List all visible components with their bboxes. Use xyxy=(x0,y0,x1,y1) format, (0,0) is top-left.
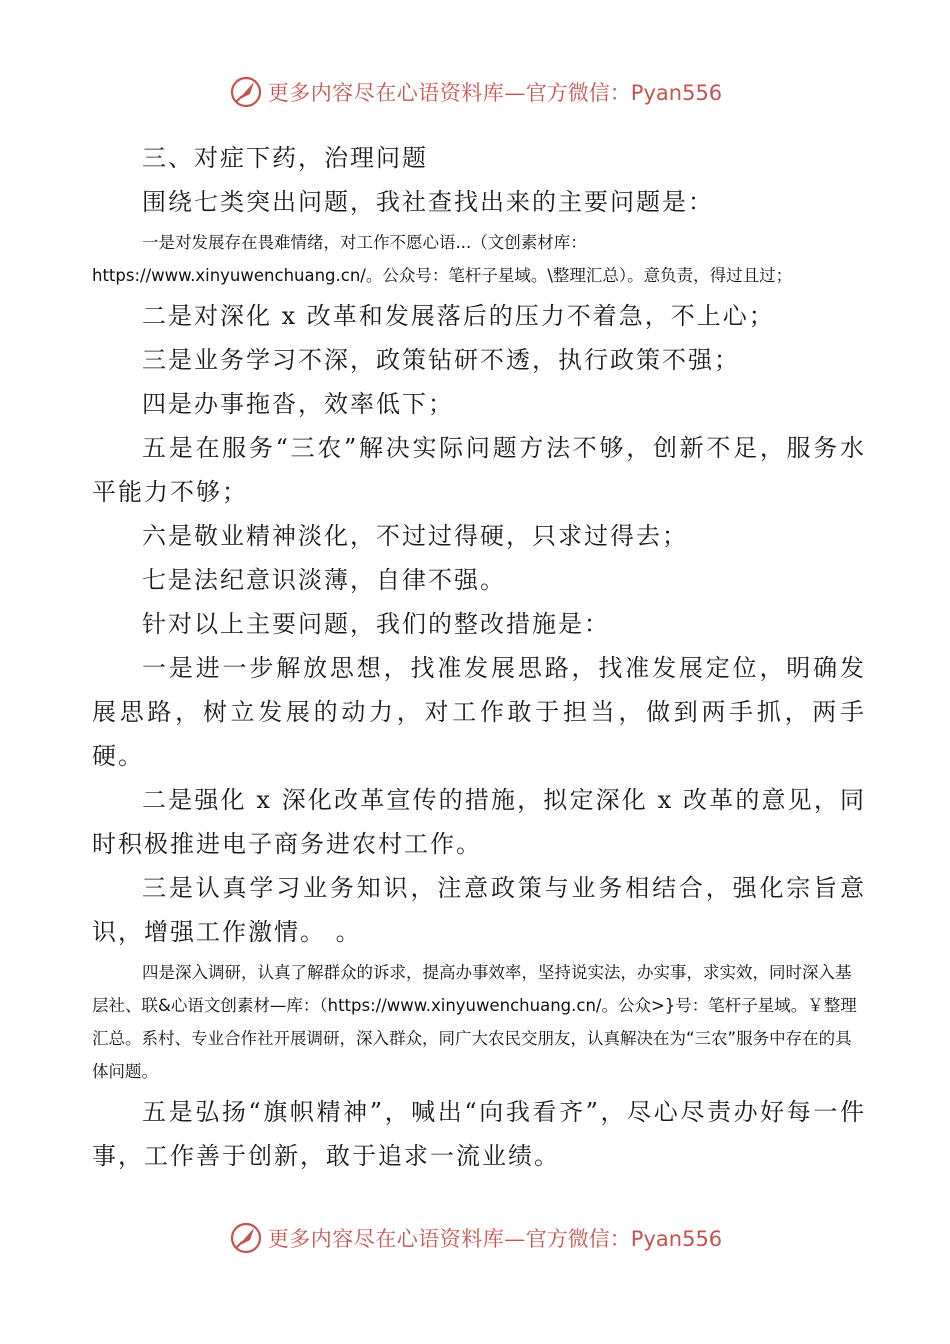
footer-banner xyxy=(0,1218,950,1258)
paragraph: 三是认真学习业务知识，注意政策与业务相结合，强化宗旨意识，增强工作激情。 。 xyxy=(92,874,866,946)
paragraph: 二是对深化 x 改革和发展落后的压力不着急，不上心； xyxy=(142,302,775,330)
paragraph: 七是法纪意识淡薄，自律不强。 xyxy=(142,566,506,594)
paragraph-small: 四是深入调研，认真了解群众的诉求，提高办事效率，坚持说实法，办实事，求实效，同时深入基层社、联&心语文创素材—库：（https://www.xinyuwenchuang.cn/。公众>}号：笔杆子星域。￥整理汇总。系村、专业合作社开展调研，深入群众，同广大农民交朋友，认真解决在为“三农”服务中存在的具体问题。 xyxy=(92,963,857,1081)
header-banner-contact: 官方微信：Pyan556 xyxy=(525,81,723,105)
document-body xyxy=(92,136,866,1178)
paragraph-small: 一是对发展存在畏难情绪，对工作不愿心语...（文创素材库：https://www.xinyuwenchuang.cn/。公众号：笔杆子星域。\整理汇总）。意负责，得过且过； xyxy=(92,233,793,285)
footer-banner-text: 更多内容尽在心语资料库— xyxy=(267,1227,526,1251)
section-heading: 三、对症下药，治理问题 xyxy=(142,144,428,172)
paragraph: 围绕七类突出问题，我社查找出来的主要问题是： xyxy=(142,188,714,216)
paragraph: 一是进一步解放思想，找准发展思路，找准发展定位，明确发展思路，树立发展的动力，对工作敢于担当，做到两手抓，两手硬。 xyxy=(92,654,866,770)
header-banner-text: 更多内容尽在心语资料库— xyxy=(267,81,526,105)
paragraph: 针对以上主要问题，我们的整改措施是： xyxy=(142,610,610,638)
paragraph: 六是敬业精神淡化，不过过得硬，只求过得去； xyxy=(142,522,688,550)
paragraph: 五是在服务“三农”解决实际问题方法不够，创新不足，服务水平能力不够； xyxy=(92,434,866,506)
footer-banner-contact: 官方微信：Pyan556 xyxy=(525,1227,723,1251)
paragraph: 三是业务学习不深，政策钻研不透，执行政策不强； xyxy=(142,346,740,374)
paragraph: 四是办事拖沓，效率低下； xyxy=(142,390,454,418)
quill-logo-icon xyxy=(228,1220,264,1256)
paragraph: 五是弘扬“旗帜精神”，喊出“向我看齐”，尽心尽责办好每一件事，工作善于创新，敢于追求一流业绩。 xyxy=(92,1098,866,1170)
paragraph: 二是强化 x 深化改革宣传的措施，拟定深化 x 改革的意见，同时积极推进电子商务进农村工作。 xyxy=(92,786,866,858)
quill-logo-icon xyxy=(228,74,264,110)
header-banner xyxy=(0,72,950,112)
